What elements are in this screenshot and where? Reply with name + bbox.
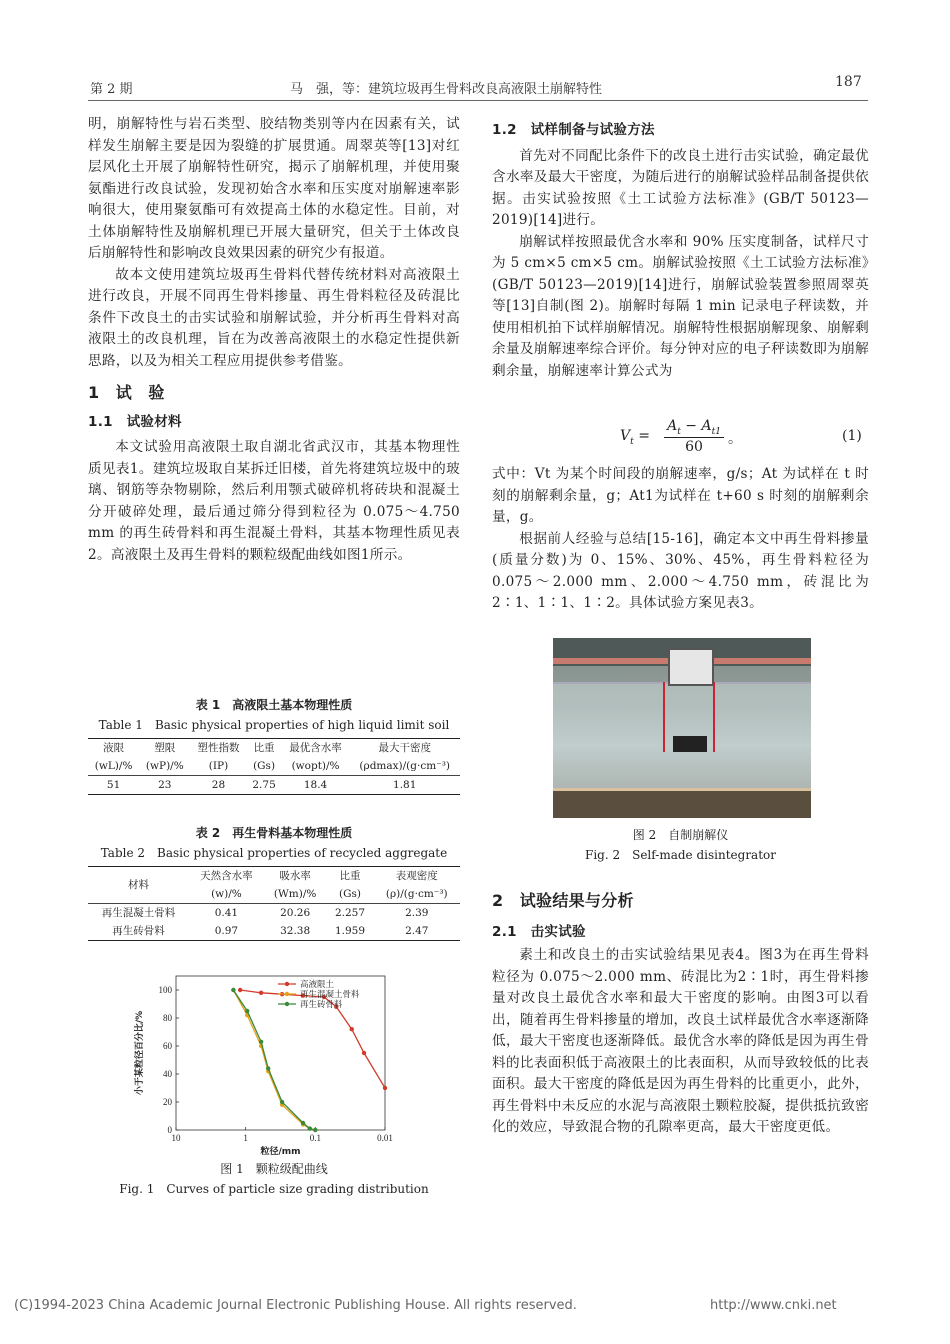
table-header: 最优含水率 (289, 742, 342, 754)
table-header: 比重 (339, 870, 361, 882)
data-point (313, 1128, 317, 1132)
data-point (308, 1126, 312, 1130)
figure2-caption-en: Fig. 2 Self-made disintegrator (585, 848, 776, 862)
table-cell: 23 (158, 779, 172, 791)
x-tick-label: 10 (171, 1133, 181, 1143)
table-unit: (Gs) (253, 760, 276, 772)
table-header: 最大干密度 (378, 742, 431, 754)
table-unit: (w)/% (211, 888, 242, 900)
table-unit: (ρ)/(g·cm⁻³) (385, 888, 448, 900)
data-point (259, 991, 263, 995)
x-tick-label: 1 (243, 1133, 248, 1143)
data-point (238, 988, 242, 992)
equation-numerator: $A_t - A_{t1}$ (664, 418, 724, 438)
subsection-heading: 1.1 试验材料 (88, 413, 182, 430)
table-unit: (Wm)/% (273, 888, 317, 900)
y-tick-label: 80 (163, 1013, 172, 1023)
table-cell: 2.39 (405, 907, 429, 919)
legend-marker (285, 982, 289, 986)
data-point (280, 1100, 284, 1104)
table-cell: 20.26 (280, 907, 311, 919)
figure2-caption-cn: 图 2 自制崩解仪 (632, 828, 729, 842)
table-header: 比重 (253, 742, 275, 754)
table1-title-en: Table 1 Basic physical properties of high liquid limit soil (98, 718, 450, 732)
table2 (88, 866, 460, 941)
x-tick-label: 0.1 (309, 1133, 321, 1143)
table-cell: 再生混凝土骨料 (101, 907, 176, 919)
paragraph: 本文试验用高液限土取自湖北省武汉市，其基本物理性质见表1。建筑垃圾取自某拆迁旧楼，首先将建筑垃圾中的玻璃、钢筋等杂物剔除，然后利用颚式破碎机将砖块和混凝土分开破碎处理，最后通过筛分得到粒径为 0.075～4.750 mm 的再生砖骨料和再生混凝土骨料，其基本物理性质见表2。高液限土及再生骨料的颗粒级配曲线如图1所示。 (88, 439, 460, 563)
data-point (383, 1086, 387, 1090)
table2-title-en: Table 2 Basic physical properties of recycled aggregate (100, 846, 448, 860)
figure1-caption-en: Fig. 1 Curves of particle size grading distribution (119, 1182, 429, 1196)
y-tick-label: 100 (158, 985, 172, 995)
table-unit: (wP)/% (145, 760, 184, 772)
paragraph: 式中：Vt 为某个时间段的崩解速率，g/s；At 为试样在 t 时刻的崩解剩余量，g；At1为试样在 t+60 s 时刻的崩解剩余量，g。 (492, 466, 869, 525)
subsection-heading: 2.1 击实试验 (492, 923, 586, 940)
table-cell: 2.75 (252, 779, 276, 791)
legend-label: 再生混凝土骨料 (300, 990, 360, 1000)
y-tick-label: 0 (167, 1125, 172, 1135)
table-header: 吸水率 (279, 870, 311, 882)
equation-lhs: $V_t$ = (620, 428, 650, 447)
paragraph: 崩解试样按照最优含水率和 90% 压实度制备，试样尺寸为 5 cm×5 cm×5 cm。崩解试验按照《土工试验方法标准》(GB/T 50123—2019)[14]进行，崩解试验装置参照周翠英等[13]自制(图 2)。崩解时每隔 1 min 记录电子秤读数，并使用相机拍下试样崩解情况。崩解特性根据崩解现象、崩解剩余量及崩解速率综合评价。每分钟对应的电子秤读数即为崩解剩余量，崩解速率计算公式为 (492, 233, 869, 379)
legend-marker (285, 1002, 289, 1006)
table-row (88, 904, 460, 923)
x-axis-label: 粒径/mm (260, 1147, 301, 1157)
y-tick-label: 60 (163, 1041, 172, 1051)
table-cell: 1.81 (393, 779, 417, 791)
table-cell: 32.38 (280, 925, 311, 937)
legend-label: 再生砖骨料 (300, 1000, 343, 1010)
table-cell: 18.4 (303, 779, 328, 791)
table-cell: 1.959 (334, 925, 365, 937)
table2-title-cn: 表 2 再生骨料基本物理性质 (195, 826, 353, 840)
table-header: 液限 (103, 742, 125, 754)
running-title: 马 强，等：建筑垃圾再生骨料改良高液限土崩解特性 (290, 82, 603, 97)
table-header: 塑限 (154, 742, 176, 754)
table-unit: (wopt)/% (291, 760, 340, 772)
paragraph: 根据前人经验与总结[15-16]，确定本文中再生骨料掺量(质量分数)为 0、15%、30%、45%，再生骨料粒径为 0.075～2.000 mm、2.000～4.750 mm，砖混比为 2∶1、1∶1、1∶2。具体试验方案见表3。 (492, 530, 869, 611)
section-heading: 1 试 验 (88, 383, 165, 402)
paragraph: 素土和改良土的击实试验结果见表4。图3为在再生骨料粒径为 0.075～2.000 mm、砖混比为2∶1时，再生骨料掺量对改良土最优含水率和最大干密度的影响。由图3可以看出，随着再生骨料掺量的增加，改良土试样最优含水率逐渐降低，最大干密度也逐渐降低。最优含水率的降低是因为再生骨料的比表面积低于高液限土的比表面积，从而导致较低的比表面积。最大干密度的降低是因为再生骨料的比重更小，此外，再生骨料中未反应的水泥与高液限土颗粒胶凝，提供抵抗致密化的效应，导致混合物的孔隙率更高，最大干密度更低。 (492, 947, 869, 1135)
table-cell: 2.257 (334, 907, 365, 919)
data-point (362, 1051, 366, 1055)
table-unit: (ρdmax)/(g·cm⁻³) (359, 760, 451, 772)
table-cell: 0.97 (214, 925, 239, 937)
table-cell: 51 (106, 779, 121, 791)
table-unit: (Gs) (338, 888, 361, 900)
issue-number: 第 2 期 (90, 82, 133, 97)
y-axis-label: 小于某粒径百分比/% (135, 1010, 145, 1096)
y-tick-label: 20 (163, 1097, 172, 1107)
equation: $V_t$ = $A_t - A_{t1}$ 60 。 (1) (620, 418, 862, 455)
right-column-text-mid (492, 464, 869, 615)
right-column-text-bottom (492, 890, 869, 1139)
grading-curve-chart (130, 968, 420, 1158)
paragraph: 明，崩解特性与岩石类型、胶结物类别等内在因素有关，试样发生崩解主要是因为裂缝的扩展贯通。周翠英等[13]对红层风化土开展了崩解特性研究，揭示了崩解机理，并使用聚氨酯进行改良试验，发现初始含水率和压实度对崩解速率影响很大，使用聚氨酯可有效提高土体的水稳定性。目前，对土体崩解特性及崩解机理已开展大量研究，但关于土体改良后崩解特性和影响改良效果因素的研究少有报道。 (88, 116, 460, 261)
table-cell: 再生砖骨料 (112, 925, 165, 937)
data-point (266, 1066, 270, 1070)
y-tick-label: 40 (163, 1069, 172, 1079)
section-heading: 2 试验结果与分析 (492, 891, 634, 910)
table-header: 塑性指数 (197, 742, 240, 754)
data-point (350, 1027, 354, 1031)
page-number: 187 (835, 74, 862, 90)
table-row (88, 922, 460, 941)
data-point (259, 1040, 263, 1044)
table-header: 材料 (88, 867, 189, 904)
table1 (88, 738, 460, 795)
table-cell: 0.41 (214, 907, 239, 919)
table-header: 天然含水率 (200, 870, 253, 882)
table-header: 表观密度 (395, 870, 438, 882)
data-point (231, 988, 235, 992)
header-rule (88, 100, 868, 101)
copyright-footer: (C)1994-2023 China Academic Journal Electronic Publishing House. All rights reserved. (14, 1298, 577, 1313)
data-point (301, 1121, 305, 1125)
right-column-text-top (492, 120, 869, 382)
table-unit: (IP) (208, 760, 229, 772)
table-cell: 28 (211, 779, 226, 791)
legend-label: 高液限土 (300, 980, 335, 990)
x-tick-label: 0.01 (377, 1133, 393, 1143)
paragraph: 故本文使用建筑垃圾再生骨料代替传统材料对高液限土进行改良，开展不同再生骨料掺量、再生骨料粒径及砖混比条件下改良土的击实试验和崩解试验，并分析再生骨料对高液限土的改良机理，旨在为改善高液限土的水稳定性提供新思路，以及为相关工程应用提供参考借鉴。 (88, 266, 460, 369)
figure1-caption-cn: 图 1 颗粒级配曲线 (220, 1162, 328, 1176)
equation-denominator: 60 (685, 439, 703, 455)
data-point (245, 1009, 249, 1013)
paragraph: 首先对不同配比条件下的改良土进行击实试验，确定最优含水率及最大干密度，为随后进行的崩解试验样品制备提供依据。击实试验按照《土工试验方法标准》(GB/T 50123—2019)[14]进行。 (492, 147, 869, 228)
table-unit: (wL)/% (94, 760, 133, 772)
subsection-heading: 1.2 试样制备与试验方法 (492, 122, 655, 138)
left-column-text (88, 114, 460, 566)
table-cell: 2.47 (405, 925, 429, 937)
table-row (88, 776, 460, 795)
equation-label: (1) (842, 428, 862, 444)
disintegrator-photo (553, 638, 811, 818)
legend-marker (285, 992, 289, 996)
website-footer: http://www.cnki.net (710, 1298, 837, 1313)
table1-title-cn: 表 1 高液限土基本物理性质 (195, 698, 353, 712)
